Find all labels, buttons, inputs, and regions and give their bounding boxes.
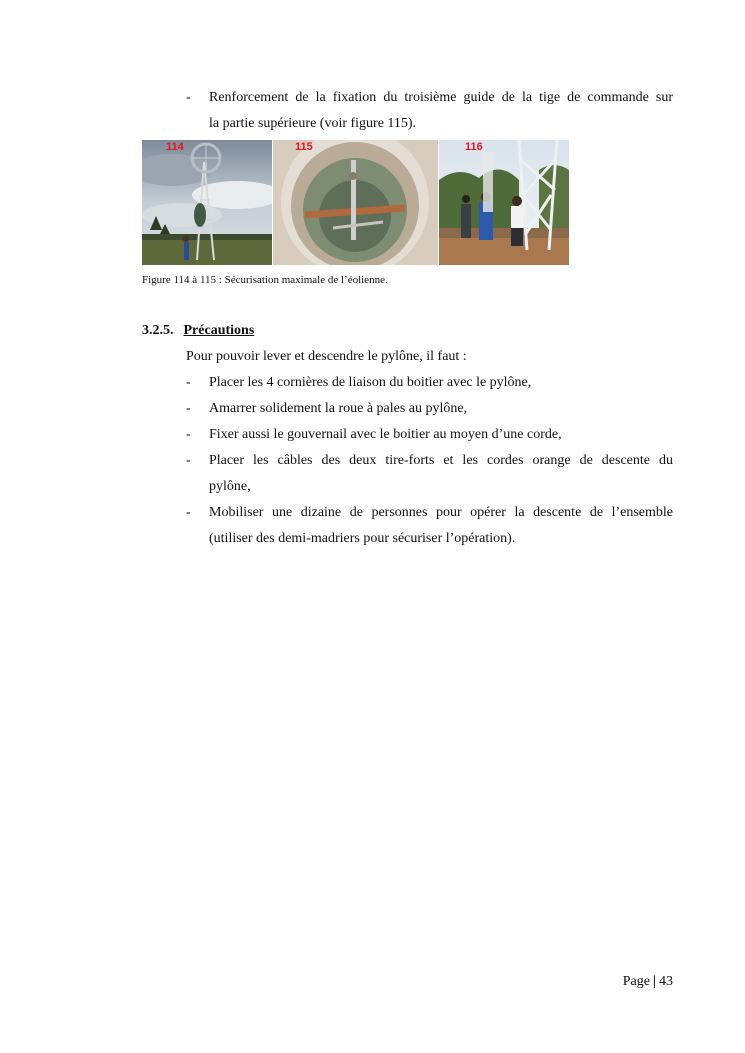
photo-windmill xyxy=(142,140,272,265)
list-item: Amarrer solidement la roue à pales au pylône, xyxy=(209,401,468,416)
section-number: 3.2.5. xyxy=(142,323,174,338)
paragraph-line: la partie supérieure (voir figure 115). xyxy=(209,116,417,131)
page-footer xyxy=(623,971,673,993)
bullet-dash: - xyxy=(186,453,191,468)
section-heading xyxy=(142,320,254,342)
list-item-continuation: pylône, xyxy=(209,479,251,494)
list-item: Placer les câbles des deux tire-forts et les cordes orange de descente du xyxy=(209,453,673,468)
section-intro: Pour pouvoir lever et descendre le pylône, il faut : xyxy=(186,349,467,364)
list-item-continuation: (utiliser des demi-madriers pour sécuriser l’opération). xyxy=(209,531,516,546)
bullet-dash: - xyxy=(186,505,191,520)
bullet-dash: - xyxy=(186,401,191,416)
list-item: Placer les 4 cornières de liaison du boitier avec le pylône, xyxy=(209,375,532,390)
figure-caption: Figure 114 à 115 : Sécurisation maximale de l’éolienne. xyxy=(142,274,388,286)
photo-tower xyxy=(439,140,569,265)
photo-number: 115 xyxy=(295,141,313,153)
paragraph-line: Renforcement de la fixation du troisième guide de la tige de commande sur xyxy=(209,90,673,105)
page-separator: | xyxy=(652,974,656,989)
page-label: Page xyxy=(622,974,650,989)
photo-number: 114 xyxy=(166,141,184,153)
list-item: Mobiliser une dizaine de personnes pour opérer la descente de l’ensemble xyxy=(209,505,673,520)
bullet-dash: - xyxy=(186,427,191,442)
list-item: Fixer aussi le gouvernail avec le boitier au moyen d’une corde, xyxy=(209,427,562,442)
bullet-dash: - xyxy=(186,375,191,390)
page-number: 43 xyxy=(659,974,673,989)
photo-tank xyxy=(273,140,438,265)
section-title: Précautions xyxy=(183,323,255,338)
bullet-dash: - xyxy=(186,90,191,105)
photo-number: 116 xyxy=(465,141,483,153)
